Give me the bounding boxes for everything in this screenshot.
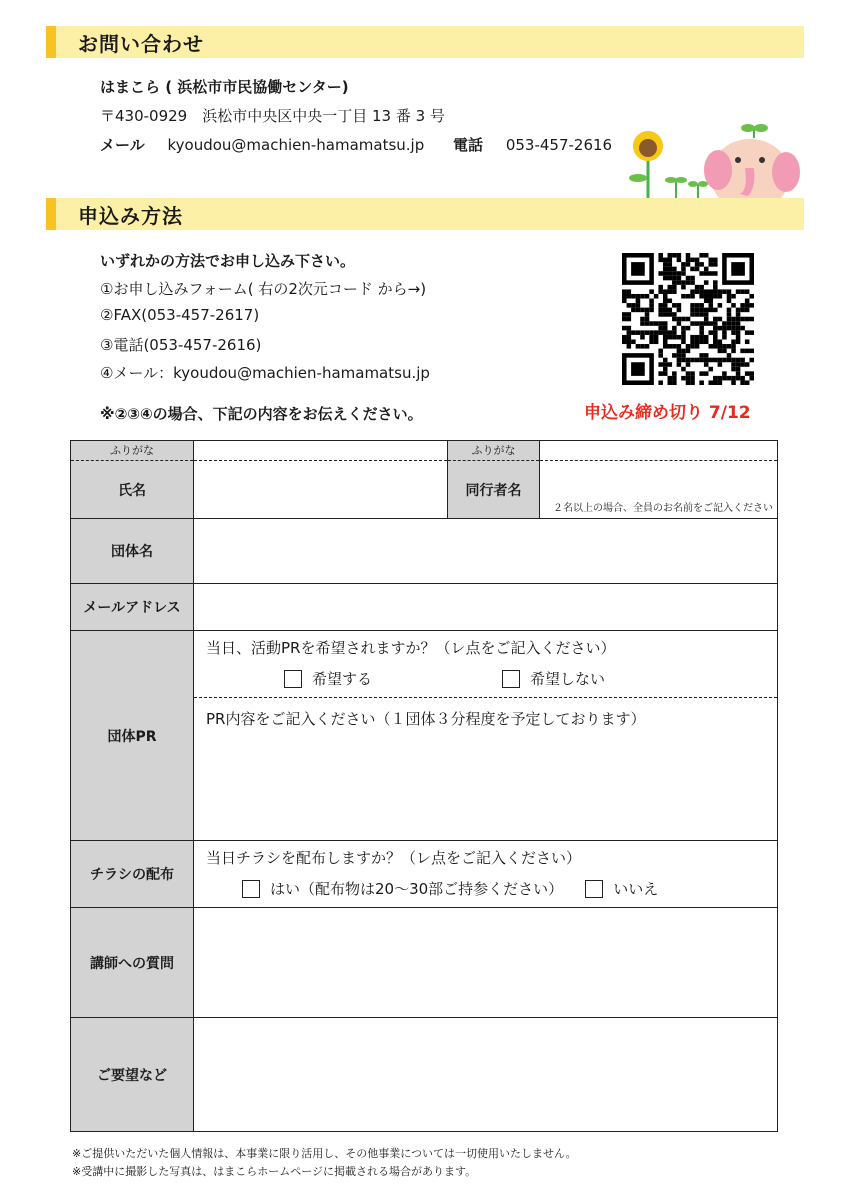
name-furigana-field[interactable] — [194, 441, 447, 461]
mail-label: メール — [100, 136, 145, 154]
privacy-note: ※ご提供いただいた個人情報は、本事業に限り活用し、その他事業については一切使用いたしません。 — [72, 1147, 577, 1160]
method-phone: ③電話(053-457-2616) — [100, 336, 262, 354]
tel-label: 電話 — [453, 136, 484, 154]
group-label: 団体名 — [71, 519, 194, 584]
header-accent — [46, 198, 56, 230]
pr-no-label: 希望しない — [530, 670, 606, 688]
request-label: ご要望など — [71, 1018, 194, 1132]
question-label: 講師への質問 — [71, 908, 194, 1018]
group-row — [71, 519, 778, 584]
pr-options — [194, 658, 777, 689]
group-field[interactable] — [194, 519, 778, 584]
address: 〒430-0929 浜松市中央区中央一丁目 13 番 3 号 — [100, 107, 445, 125]
pr-label: 団体PR — [71, 631, 194, 841]
flyer-yes-label: はい（配布物は20〜30部ご持参ください） — [270, 880, 564, 898]
furigana-label: ふりがな — [448, 441, 539, 461]
companion-label: 同行者名 — [465, 482, 522, 499]
name-label-cell — [71, 441, 194, 519]
pr-content-prompt: PR内容をご記入ください（１団体３分程度を予定しております） — [206, 710, 646, 728]
companion-note: ２名以上の場合、全員のお名前をご記入ください — [553, 503, 773, 514]
application-form — [70, 440, 778, 1132]
furigana-label: ふりがな — [71, 441, 193, 461]
apply-intro: いずれかの方法でお申し込み下さい。 — [100, 252, 356, 270]
flyer-row — [71, 841, 778, 908]
email-field[interactable] — [194, 584, 778, 631]
qr-code-icon[interactable] — [622, 253, 754, 385]
pr-yes-label: 希望する — [312, 670, 373, 688]
contact-line — [100, 134, 612, 155]
deadline: 申込み締め切り 7/12 — [584, 403, 751, 423]
pr-question: 当日、活動PRを希望されますか？（レ点をご記入ください） — [206, 639, 616, 657]
pr-row — [71, 631, 778, 841]
name-row — [71, 441, 778, 519]
question-field[interactable] — [194, 908, 778, 1018]
tel-number: 053-457-2616 — [505, 136, 613, 154]
contact-title: お問い合わせ — [78, 31, 204, 56]
method-mail: ④メール：kyoudou@machien-hamamatsu.jp — [100, 364, 430, 382]
flyer-label: チラシの配布 — [71, 841, 194, 908]
sunflower-icon — [629, 131, 663, 198]
sprout-icon — [665, 177, 708, 200]
photo-note: ※受講中に撮影した写真は、はまこらホームページに掲載される場合があります。 — [72, 1165, 477, 1178]
request-row — [71, 1018, 778, 1132]
flyer-yes-checkbox[interactable] — [242, 880, 260, 898]
instruction: ※②③④の場合、下記の内容をお伝えください。 — [100, 405, 423, 423]
mail-address[interactable]: kyoudou@machien-hamamatsu.jp — [167, 136, 425, 154]
pr-yes-checkbox[interactable] — [284, 670, 302, 688]
name-label: 氏名 — [118, 482, 146, 499]
method-fax: ②FAX(053-457-2617) — [100, 306, 260, 324]
flyer-no-checkbox[interactable] — [585, 880, 603, 898]
question-row — [71, 908, 778, 1018]
apply-header — [46, 198, 804, 230]
request-field[interactable] — [194, 1018, 778, 1132]
flyer-no-label: いいえ — [613, 880, 659, 898]
companion-furigana-field[interactable] — [540, 441, 777, 461]
pr-field — [194, 631, 778, 841]
header-accent — [46, 26, 56, 58]
email-label: メールアドレス — [71, 584, 194, 631]
pr-no-checkbox[interactable] — [502, 670, 520, 688]
flyer-options — [194, 868, 777, 899]
contact-header — [46, 26, 804, 58]
companion-label-cell — [448, 441, 540, 519]
flyer-field — [194, 841, 778, 908]
companion-field[interactable] — [540, 441, 778, 519]
email-row — [71, 584, 778, 631]
apply-title: 申込み方法 — [78, 203, 183, 228]
method-form: ①お申し込みフォーム( 右の2次元コード から→) — [100, 280, 427, 298]
name-field[interactable] — [194, 441, 448, 519]
flyer-question: 当日チラシを配布しますか？（レ点をご記入ください） — [206, 849, 582, 867]
org-name: はまこら ( 浜松市市民協働センター) — [100, 78, 349, 96]
